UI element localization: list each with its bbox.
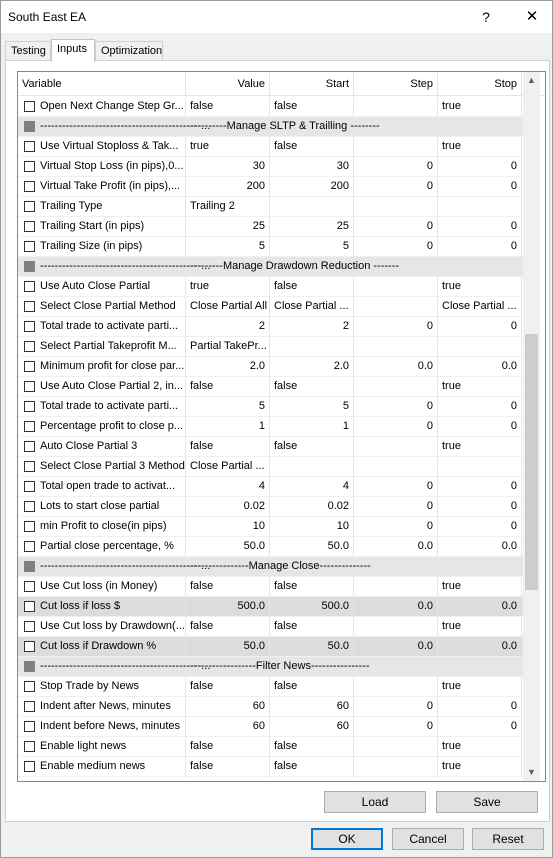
value-cell[interactable]: Partial TakePr... xyxy=(186,337,270,357)
step-cell[interactable]: 0 xyxy=(354,157,438,177)
stop-cell[interactable]: 0 xyxy=(438,517,522,537)
reset-button[interactable]: Reset xyxy=(472,828,544,850)
value-cell[interactable]: Close Partial All xyxy=(186,297,270,317)
tab-optimization[interactable]: Optimization xyxy=(95,41,163,61)
step-cell[interactable]: 0 xyxy=(354,517,438,537)
help-icon[interactable]: ? xyxy=(482,9,490,25)
value-cell[interactable]: false xyxy=(186,757,270,777)
stop-cell[interactable]: true xyxy=(438,277,522,297)
start-cell[interactable]: 2.0 xyxy=(270,357,354,377)
stop-cell[interactable] xyxy=(438,197,522,217)
step-cell[interactable]: 0 xyxy=(354,417,438,437)
scroll-up-icon[interactable]: ▲ xyxy=(527,75,536,85)
variable-name-cell: Trailing Type xyxy=(18,197,186,217)
stop-cell[interactable]: true xyxy=(438,97,522,117)
value-cell[interactable]: false xyxy=(186,737,270,757)
value-cell[interactable]: 50.0 xyxy=(186,537,270,557)
step-cell[interactable] xyxy=(354,97,438,117)
tab-testing[interactable]: Testing xyxy=(5,41,51,61)
column-header-value[interactable]: Value xyxy=(186,72,270,96)
step-cell[interactable]: 0 xyxy=(354,497,438,517)
stop-cell[interactable] xyxy=(438,337,522,357)
variable-name-cell: Indent before News, minutes xyxy=(18,717,186,737)
table-row[interactable] xyxy=(18,417,523,437)
section-title-cell: ----------Manage SLTP & Trailling -------- xyxy=(190,120,380,132)
table-row[interactable] xyxy=(18,497,523,517)
stop-cell[interactable]: 0 xyxy=(438,417,522,437)
start-cell[interactable]: false xyxy=(270,97,354,117)
stop-cell[interactable]: true xyxy=(438,737,522,757)
scroll-thumb[interactable] xyxy=(525,334,538,590)
value-cell[interactable]: 25 xyxy=(186,217,270,237)
start-cell[interactable]: false xyxy=(270,437,354,457)
start-cell[interactable]: 5 xyxy=(270,237,354,257)
stop-cell[interactable]: Close Partial ... xyxy=(438,297,522,317)
table-row[interactable] xyxy=(18,617,523,637)
step-cell[interactable]: 0 xyxy=(354,317,438,337)
variable-name-cell: Lots to start close partial xyxy=(18,497,186,517)
table-row[interactable] xyxy=(18,357,523,377)
vertical-scrollbar[interactable] xyxy=(523,72,540,781)
table-row[interactable] xyxy=(18,677,523,697)
value-cell[interactable]: 2.0 xyxy=(186,357,270,377)
variable-name-cell: Total trade to activate parti... xyxy=(18,397,186,417)
stop-cell[interactable]: true xyxy=(438,137,522,157)
stop-cell[interactable]: 0 xyxy=(438,317,522,337)
start-cell[interactable]: 5 xyxy=(270,397,354,417)
step-cell[interactable]: 0.0 xyxy=(354,597,438,617)
step-cell[interactable] xyxy=(354,617,438,637)
stop-cell[interactable]: 0.0 xyxy=(438,537,522,557)
start-cell[interactable] xyxy=(270,457,354,477)
stop-cell[interactable]: 0 xyxy=(438,237,522,257)
stop-cell[interactable]: 0.0 xyxy=(438,597,522,617)
table-row[interactable] xyxy=(18,717,523,737)
step-cell[interactable] xyxy=(354,437,438,457)
table-row[interactable] xyxy=(18,377,523,397)
start-cell[interactable]: false xyxy=(270,737,354,757)
parameters-grid xyxy=(17,71,546,782)
variable-name-cell: --------------------------------------------... xyxy=(40,120,211,132)
step-cell[interactable] xyxy=(354,457,438,477)
column-header-step[interactable]: Step xyxy=(354,72,438,96)
stop-cell[interactable] xyxy=(438,457,522,477)
start-cell[interactable]: 4 xyxy=(270,477,354,497)
value-cell[interactable]: 5 xyxy=(186,397,270,417)
step-cell[interactable] xyxy=(354,737,438,757)
start-cell[interactable] xyxy=(270,337,354,357)
value-cell[interactable]: false xyxy=(186,377,270,397)
window-title: South East EA xyxy=(8,10,87,24)
step-cell[interactable] xyxy=(354,197,438,217)
stop-cell[interactable]: true xyxy=(438,377,522,397)
variable-name-cell: --------------------------------------------... xyxy=(40,260,211,272)
variable-name-cell: min Profit to close(in pips) xyxy=(18,517,186,537)
section-title-cell: ------------------Filter News---------------- xyxy=(190,660,370,672)
variable-name-cell: Open Next Change Step Gr... xyxy=(18,97,186,117)
section-separator-row[interactable] xyxy=(18,257,523,277)
stop-cell[interactable]: 0 xyxy=(438,397,522,417)
step-cell[interactable] xyxy=(354,137,438,157)
variable-name-cell: Percentage profit to close p... xyxy=(18,417,186,437)
section-title-cell: ----------------Manage Close-------------- xyxy=(190,560,371,572)
step-cell[interactable] xyxy=(354,757,438,777)
grid-rows xyxy=(18,97,523,777)
table-row[interactable] xyxy=(18,477,523,497)
start-cell[interactable]: 60 xyxy=(270,717,354,737)
step-cell[interactable]: 0.0 xyxy=(354,637,438,657)
step-cell[interactable]: 0 xyxy=(354,397,438,417)
value-cell[interactable]: 1 xyxy=(186,417,270,437)
table-row[interactable] xyxy=(18,157,523,177)
step-cell[interactable]: 0 xyxy=(354,477,438,497)
step-cell[interactable] xyxy=(354,337,438,357)
close-icon[interactable]: ✕ xyxy=(525,8,539,25)
table-row[interactable] xyxy=(18,757,523,777)
table-row[interactable] xyxy=(18,337,523,357)
start-cell[interactable]: false xyxy=(270,137,354,157)
start-cell[interactable]: Close Partial ... xyxy=(270,297,354,317)
start-cell[interactable] xyxy=(270,197,354,217)
value-cell[interactable]: false xyxy=(186,677,270,697)
start-cell[interactable]: 50.0 xyxy=(270,537,354,557)
table-row[interactable] xyxy=(18,737,523,757)
cancel-button[interactable]: Cancel xyxy=(392,828,464,850)
start-cell[interactable]: 1 xyxy=(270,417,354,437)
value-cell[interactable]: true xyxy=(186,137,270,157)
step-cell[interactable] xyxy=(354,377,438,397)
start-cell[interactable]: false xyxy=(270,577,354,597)
value-cell[interactable]: 5 xyxy=(186,237,270,257)
variable-name-cell: Indent after News, minutes xyxy=(18,697,186,717)
table-row[interactable] xyxy=(18,137,523,157)
value-cell[interactable]: false xyxy=(186,97,270,117)
start-cell[interactable]: false xyxy=(270,677,354,697)
variable-name-cell: Use Auto Close Partial 2, in... xyxy=(18,377,186,397)
stop-cell[interactable]: 0 xyxy=(438,477,522,497)
variable-name-cell: --------------------------------------------... xyxy=(40,660,211,672)
stop-cell[interactable]: 0 xyxy=(438,697,522,717)
variable-name-cell: Total trade to activate parti... xyxy=(18,317,186,337)
column-header-start[interactable]: Start xyxy=(270,72,354,96)
value-cell[interactable]: 10 xyxy=(186,517,270,537)
variable-name-cell: Enable medium news xyxy=(18,757,186,777)
step-cell[interactable] xyxy=(354,277,438,297)
variable-name-cell: Trailing Start (in pips) xyxy=(18,217,186,237)
start-cell[interactable]: 60 xyxy=(270,697,354,717)
stop-cell[interactable]: 0 xyxy=(438,497,522,517)
stop-cell[interactable]: 0 xyxy=(438,157,522,177)
table-row[interactable] xyxy=(18,577,523,597)
section-title-cell: ---------Manage Drawdown Reduction ------- xyxy=(190,260,400,272)
stop-cell[interactable]: 0.0 xyxy=(438,637,522,657)
value-cell[interactable]: 30 xyxy=(186,157,270,177)
start-cell[interactable]: 0.02 xyxy=(270,497,354,517)
stop-cell[interactable]: 0 xyxy=(438,217,522,237)
stop-cell[interactable]: true xyxy=(438,577,522,597)
stop-cell[interactable]: 0.0 xyxy=(438,357,522,377)
table-row[interactable] xyxy=(18,237,523,257)
title-bar xyxy=(1,1,552,33)
table-row[interactable] xyxy=(18,437,523,457)
grid-header xyxy=(18,72,545,96)
save-button[interactable]: Save xyxy=(436,791,538,813)
variable-name-cell: Minimum profit for close par... xyxy=(18,357,186,377)
tab-strip xyxy=(5,39,550,61)
step-cell[interactable]: 0 xyxy=(354,237,438,257)
variable-name-cell: Cut loss if loss $ xyxy=(18,597,186,617)
table-row[interactable] xyxy=(18,197,523,217)
value-cell[interactable]: false xyxy=(186,577,270,597)
variable-name-cell: Trailing Size (in pips) xyxy=(18,237,186,257)
table-row[interactable] xyxy=(18,177,523,197)
variable-name-cell: --------------------------------------------... xyxy=(40,560,211,572)
variable-name-cell: Select Close Partial 3 Method xyxy=(18,457,186,477)
variable-name-cell: Use Virtual Stoploss & Tak... xyxy=(18,137,186,157)
variable-name-cell: Virtual Stop Loss (in pips),0... xyxy=(18,157,186,177)
stop-cell[interactable]: true xyxy=(438,757,522,777)
step-cell[interactable]: 0 xyxy=(354,697,438,717)
table-row[interactable] xyxy=(18,397,523,417)
table-row[interactable] xyxy=(18,217,523,237)
table-row[interactable] xyxy=(18,537,523,557)
load-button[interactable]: Load xyxy=(324,791,426,813)
value-cell[interactable]: Close Partial ... xyxy=(186,457,270,477)
value-cell[interactable]: 50.0 xyxy=(186,637,270,657)
stop-cell[interactable]: 0 xyxy=(438,717,522,737)
variable-name-cell: Partial close percentage, % xyxy=(18,537,186,557)
stop-cell[interactable]: true xyxy=(438,677,522,697)
step-cell[interactable] xyxy=(354,677,438,697)
variable-name-cell: Select Close Partial Method xyxy=(18,297,186,317)
column-header-stop[interactable]: Stop xyxy=(438,72,522,96)
table-row[interactable] xyxy=(18,597,523,617)
variable-name-cell: Use Cut loss by Drawdown(... xyxy=(18,617,186,637)
variable-name-cell: Use Auto Close Partial xyxy=(18,277,186,297)
section-separator-row[interactable] xyxy=(18,557,523,577)
step-cell[interactable] xyxy=(354,297,438,317)
stop-cell[interactable]: true xyxy=(438,437,522,457)
step-cell[interactable]: 0.0 xyxy=(354,357,438,377)
start-cell[interactable]: 50.0 xyxy=(270,637,354,657)
table-row[interactable] xyxy=(18,697,523,717)
variable-name-cell: Select Partial Takeprofit M... xyxy=(18,337,186,357)
section-separator-row[interactable] xyxy=(18,657,523,677)
table-row[interactable] xyxy=(18,517,523,537)
ok-button[interactable]: OK xyxy=(311,828,383,850)
step-cell[interactable] xyxy=(354,577,438,597)
table-row[interactable] xyxy=(18,297,523,317)
step-cell[interactable]: 0 xyxy=(354,217,438,237)
start-cell[interactable]: 200 xyxy=(270,177,354,197)
table-row[interactable] xyxy=(18,637,523,657)
value-cell[interactable]: false xyxy=(186,617,270,637)
variable-name-cell: Stop Trade by News xyxy=(18,677,186,697)
value-cell[interactable]: 0.02 xyxy=(186,497,270,517)
start-cell[interactable]: false xyxy=(270,617,354,637)
start-cell[interactable]: 25 xyxy=(270,217,354,237)
stop-cell[interactable]: true xyxy=(438,617,522,637)
table-row[interactable] xyxy=(18,457,523,477)
column-header-variable[interactable]: Variable xyxy=(18,72,186,96)
stop-cell[interactable]: 0 xyxy=(438,177,522,197)
start-cell[interactable]: 10 xyxy=(270,517,354,537)
start-cell[interactable]: false xyxy=(270,377,354,397)
tab-inputs[interactable]: Inputs xyxy=(51,39,95,62)
value-cell[interactable]: false xyxy=(186,437,270,457)
section-separator-row[interactable] xyxy=(18,117,523,137)
table-row[interactable] xyxy=(18,317,523,337)
value-cell[interactable]: 500.0 xyxy=(186,597,270,617)
variable-name-cell: Use Cut loss (in Money) xyxy=(18,577,186,597)
start-cell[interactable]: 30 xyxy=(270,157,354,177)
value-cell[interactable]: 4 xyxy=(186,477,270,497)
step-cell[interactable]: 0 xyxy=(354,177,438,197)
variable-name-cell: Enable light news xyxy=(18,737,186,757)
start-cell[interactable]: false xyxy=(270,277,354,297)
inputs-panel xyxy=(5,60,550,822)
table-row[interactable] xyxy=(18,277,523,297)
value-cell[interactable]: 60 xyxy=(186,717,270,737)
value-cell[interactable]: true xyxy=(186,277,270,297)
table-row[interactable] xyxy=(18,97,523,117)
variable-name-cell: Virtual Take Profit (in pips),... xyxy=(18,177,186,197)
variable-name-cell: Auto Close Partial 3 xyxy=(18,437,186,457)
start-cell[interactable]: 500.0 xyxy=(270,597,354,617)
value-cell[interactable]: 2 xyxy=(186,317,270,337)
start-cell[interactable]: false xyxy=(270,757,354,777)
step-cell[interactable]: 0 xyxy=(354,717,438,737)
value-cell[interactable]: 200 xyxy=(186,177,270,197)
variable-name-cell: Total open trade to activat... xyxy=(18,477,186,497)
start-cell[interactable]: 2 xyxy=(270,317,354,337)
scroll-down-icon[interactable]: ▼ xyxy=(527,767,536,777)
variable-name-cell: Cut loss if Drawdown % xyxy=(18,637,186,657)
value-cell[interactable]: Trailing 2 xyxy=(186,197,270,217)
step-cell[interactable]: 0.0 xyxy=(354,537,438,557)
value-cell[interactable]: 60 xyxy=(186,697,270,717)
